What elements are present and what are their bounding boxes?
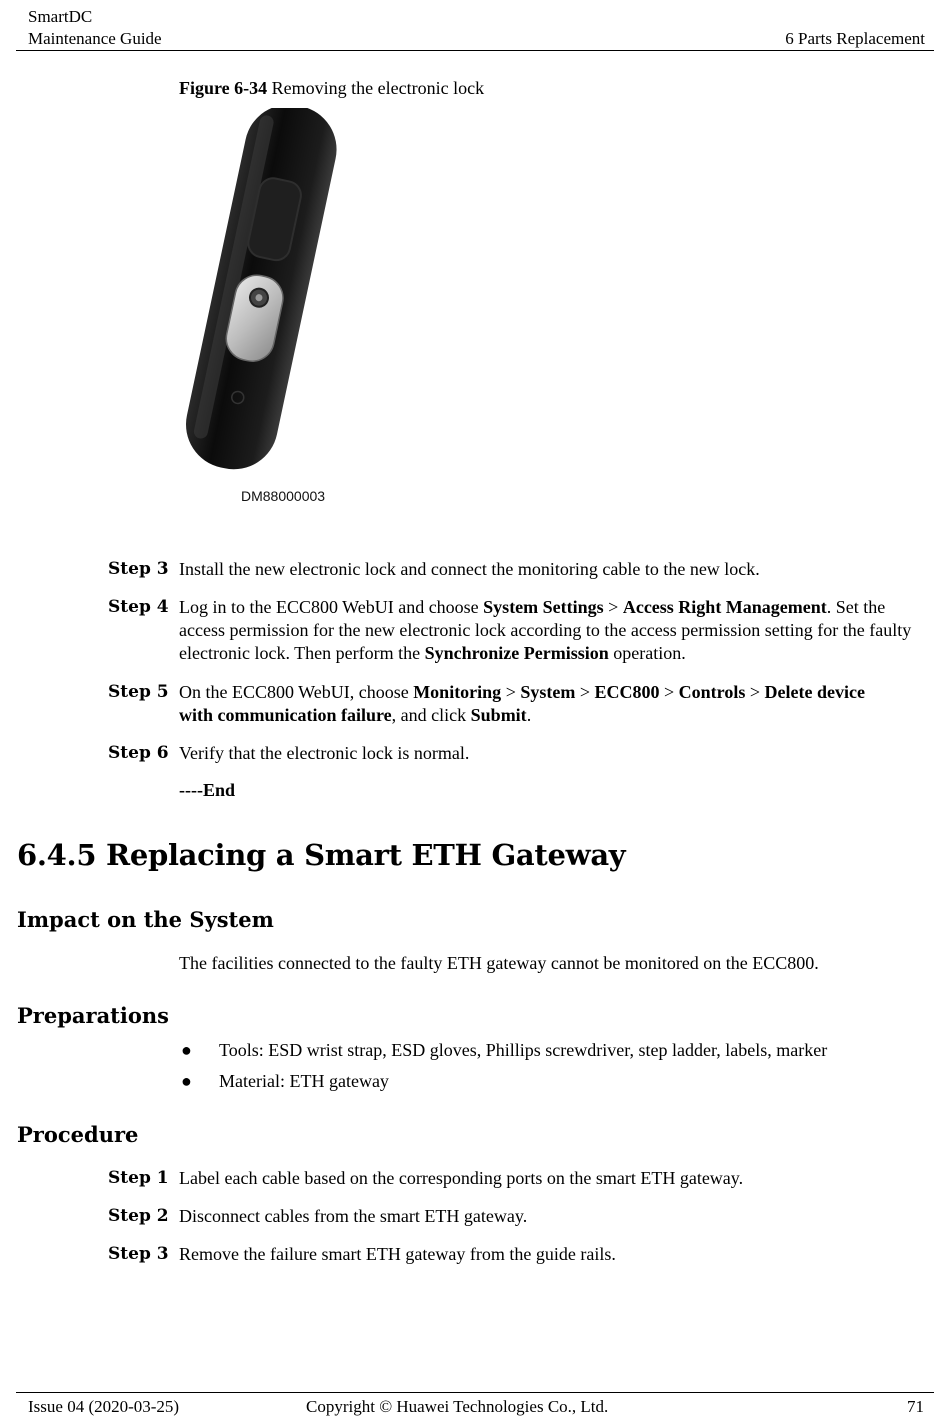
figure-caption-text: Removing the electronic lock	[267, 78, 485, 98]
product-name: SmartDC	[28, 7, 93, 26]
step-label: Step 6	[108, 743, 169, 763]
copyright: Copyright © Huawei Technologies Co., Ltd.	[306, 1397, 609, 1416]
bullet-icon: ●	[181, 1040, 192, 1060]
figure-caption	[179, 76, 484, 100]
impact-text: The facilities connected to the faulty ETH gateway cannot be monitored on the ECC800.	[179, 953, 819, 973]
figure-code: DM88000003	[241, 488, 326, 504]
synchronize-permission-label: Synchronize Permission	[424, 643, 609, 663]
list-item-text: Material: ETH gateway	[219, 1071, 389, 1091]
step-label: Step 5	[108, 682, 169, 702]
chapter-title: 6 Parts Replacement	[785, 29, 925, 48]
figure-label: Figure 6-34	[179, 78, 268, 98]
issue-date: Issue 04 (2020-03-25)	[28, 1397, 180, 1416]
step-text: Verify that the electronic lock is normal.	[179, 743, 470, 763]
end-mark: ----End	[179, 780, 236, 800]
step-label: Step 2	[108, 1206, 169, 1226]
header-rule	[16, 50, 934, 51]
procedure-heading: Procedure	[17, 1122, 139, 1147]
preparations-heading: Preparations	[17, 1003, 169, 1028]
step-label: Step 3	[108, 1244, 169, 1264]
menu-path-system-settings: System Settings	[483, 597, 604, 617]
step-label: Step 1	[108, 1168, 169, 1188]
step-text: Install the new electronic lock and connect the monitoring cable to the new lock.	[179, 559, 760, 579]
menu-path-access-right: Access Right Management	[622, 597, 827, 617]
step-label: Step 3	[108, 559, 169, 579]
bullet-icon: ●	[181, 1071, 192, 1091]
section-title: 6.4.5 Replacing a Smart ETH Gateway	[17, 838, 626, 872]
footer-rule	[16, 1392, 934, 1393]
page-number: 71	[907, 1397, 924, 1416]
document-title: Maintenance Guide	[28, 29, 162, 48]
step-label: Step 4	[108, 597, 169, 617]
step-text: Remove the failure smart ETH gateway from the guide rails.	[179, 1244, 616, 1264]
running-header-left	[28, 6, 162, 50]
electronic-lock-image	[176, 108, 346, 478]
step-text: On the ECC800 WebUI, choose Monitoring > System > ECC800 > Controls > Delete device with communication failure, and click Submit.	[179, 682, 865, 725]
step-text: Label each cable based on the corresponding ports on the smart ETH gateway.	[179, 1168, 744, 1188]
impact-heading: Impact on the System	[17, 907, 274, 932]
step-text: Disconnect cables from the smart ETH gateway.	[179, 1206, 528, 1226]
list-item-text: Tools: ESD wrist strap, ESD gloves, Phillips screwdriver, step ladder, labels, marker	[219, 1040, 828, 1060]
step-text: Log in to the ECC800 WebUI and choose System Settings > Access Right Management. Set the access permission for the new electronic lock according to the access permission setting for the faulty electronic lock. Then perform the Synchronize Permission operation.	[179, 597, 912, 663]
